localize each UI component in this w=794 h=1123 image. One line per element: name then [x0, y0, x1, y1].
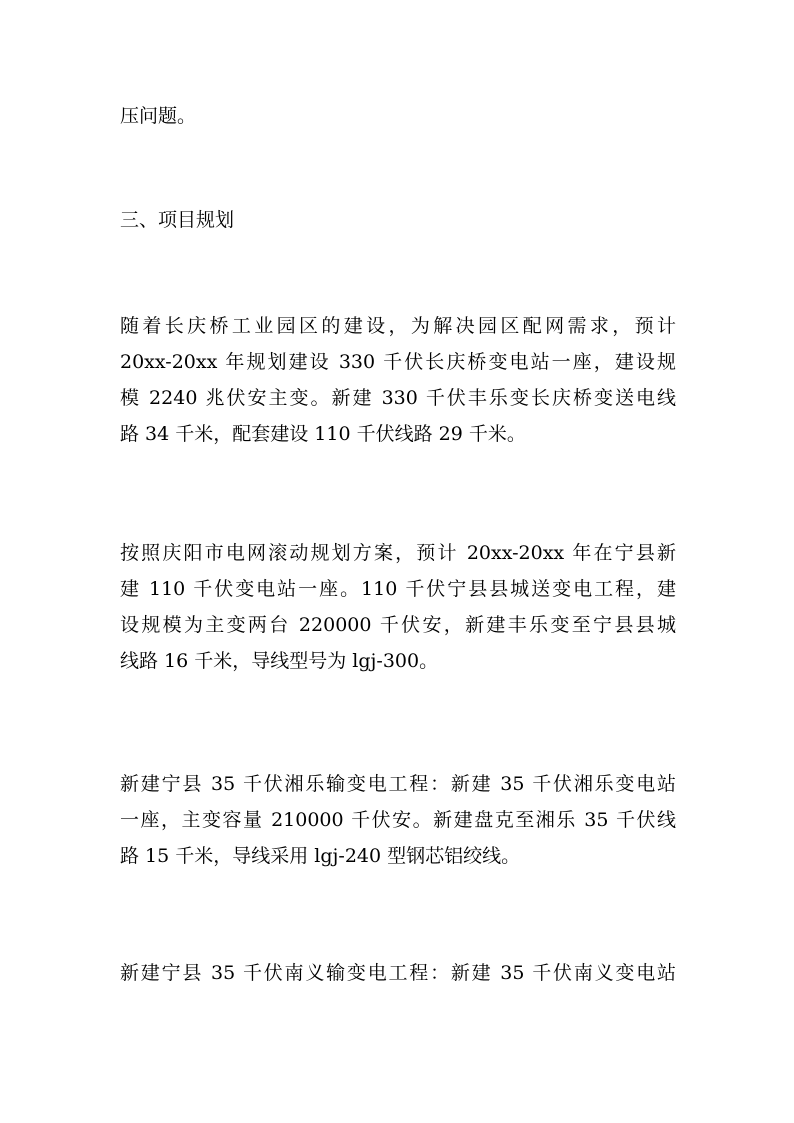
- text-line: 按照庆阳市电网滚动规划方案，预计 20xx-20xx 年在宁县新: [120, 542, 676, 564]
- section-heading-text: 三、项目规划: [120, 209, 235, 231]
- text-line: 新建宁县 35 千伏湘乐输变电工程：新建 35 千伏湘乐变电站: [120, 773, 676, 795]
- text-line: 设规模为主变两台 220000 千伏安，新建丰乐变至宁县县城: [120, 614, 676, 636]
- paragraph-1: [120, 308, 676, 452]
- continuation-text: [120, 98, 676, 134]
- section-heading: [120, 202, 676, 238]
- text-line: 随着长庆桥工业园区的建设，为解决园区配网需求，预计: [120, 315, 676, 337]
- text-line: 一座，主变容量 210000 千伏安。新建盘克至湘乐 35 千伏线: [120, 809, 676, 831]
- text-line: 20xx-20xx 年规划建设 330 千伏长庆桥变电站一座，建设规: [120, 351, 676, 373]
- text-line: 路 34 千米，配套建设 110 千伏线路 29 千米。: [120, 423, 526, 445]
- paragraph-2: [120, 535, 676, 679]
- text-line: 建 110 千伏变电站一座。110 千伏宁县县城送变电工程，建: [120, 578, 676, 600]
- text-line: 新建宁县 35 千伏南义输变电工程：新建 35 千伏南义变电站: [120, 962, 676, 984]
- paragraph-4: [120, 955, 676, 991]
- text-line: 压问题。: [120, 105, 197, 127]
- text-line: 模 2240 兆伏安主变。新建 330 千伏丰乐变长庆桥变送电线: [120, 387, 676, 409]
- text-line: 线路 16 千米，导线型号为 lgj-300。: [120, 650, 439, 672]
- paragraph-3: [120, 766, 676, 874]
- text-line: 路 15 千米，导线采用 lgj-240 型钢芯铝绞线。: [120, 845, 521, 867]
